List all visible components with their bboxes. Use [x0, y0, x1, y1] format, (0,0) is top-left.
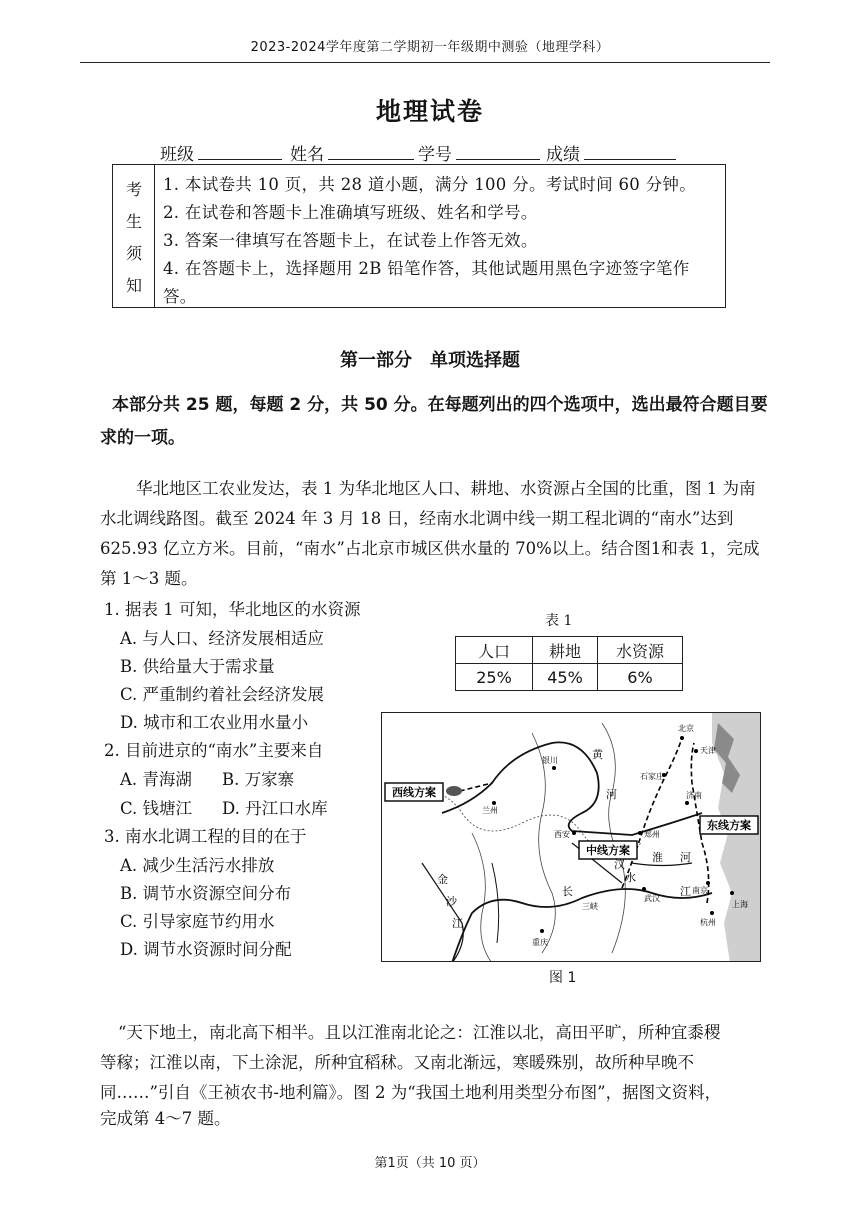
notice-side-char: 须: [125, 244, 142, 263]
question-option[interactable]: B. 万家寨: [222, 770, 295, 789]
city-label: 重庆: [532, 938, 548, 947]
yangtze-river: [452, 889, 712, 962]
river-char: 黄: [592, 748, 603, 761]
notice-side-label: [113, 165, 155, 307]
table-caption: 表 1: [545, 613, 573, 629]
passage-line: 华北地区工农业发达，表 1 为华北地区人口、耕地、水资源占全国的比重，图 1 为南: [136, 479, 756, 498]
city-dot: [638, 831, 642, 835]
name-label: 姓名: [290, 145, 324, 165]
notice-item: 1. 本试卷共 10 页，共 28 道小题，满分 100 分。考试时间 60 分钟。: [163, 175, 697, 194]
west-route-label: 西线方案: [392, 786, 436, 799]
id-label: 学号: [418, 145, 452, 165]
question-option[interactable]: B. 调节水资源空间分布: [120, 884, 292, 903]
city-label: 三峡: [582, 902, 598, 911]
exam-header-title: 2023-2024学年度第二学期初一年级期中测验（地理学科）: [250, 40, 610, 55]
question-option[interactable]: D. 调节水资源时间分配: [120, 940, 292, 959]
passage-line: 同……”引自《王祯农书-地利篇》。图 2 为“我国土地利用类型分布图”，据图文资料，: [100, 1083, 722, 1102]
notice-side-char: 生: [125, 212, 142, 231]
score-label: 成绩: [546, 145, 580, 165]
city-label: 银川: [542, 756, 558, 765]
city-label: 兰州: [482, 806, 498, 815]
notice-item: 2. 在试卷和答题卡上准确填写班级、姓名和学号。: [163, 203, 538, 222]
lake-shape: [446, 786, 462, 796]
section-title: 第一部分 单项选择题: [340, 350, 520, 371]
city-dot: [694, 749, 698, 753]
passage-line: 第 1～3 题。: [100, 569, 198, 588]
question-stem: 1. 据表 1 可知，华北地区的水资源: [104, 600, 361, 619]
city-label: 郑州: [644, 830, 660, 839]
east-route-label: 东线方案: [707, 819, 751, 832]
question-option[interactable]: C. 钱塘江: [120, 799, 193, 818]
river-char: 江: [452, 917, 463, 930]
question-option[interactable]: B. 供给量大于需求量: [120, 657, 275, 676]
question-option[interactable]: D. 城市和工农业用水量小: [120, 713, 309, 732]
city-label: 南京: [692, 886, 708, 895]
table-row: [456, 637, 683, 664]
city-dot: [680, 736, 684, 740]
page-footer: 第1页（共 10 页）: [374, 1156, 486, 1171]
middle-route-label: 中线方案: [586, 844, 630, 857]
city-dot: [572, 831, 576, 835]
notice-item: 4. 在答题卡上，选择题用 2B 铅笔作答，其他试题用黑色字迹签字笔作: [163, 259, 690, 278]
section-intro-line: 本部分共 25 题，每题 2 分，共 50 分。在每题列出的四个选项中，选出最符合题目要: [112, 395, 768, 415]
exam-notice-box: [112, 164, 726, 308]
tributary-river: [492, 863, 499, 943]
river-char: 淮: [652, 851, 663, 864]
section-intro-line: 求的一项。: [100, 428, 185, 448]
table-row: [456, 664, 683, 691]
river-char: 金: [437, 873, 448, 886]
city-dot: [730, 891, 734, 895]
city-dot: [706, 881, 710, 885]
city-label: 石家庄: [640, 772, 664, 781]
river-char: 长: [562, 885, 573, 898]
notice-side-char: 考: [125, 180, 142, 199]
question-option[interactable]: C. 严重制约着社会经济发展: [120, 685, 325, 704]
question-option[interactable]: C. 引导家庭节约用水: [120, 912, 275, 931]
table-cell: 6%: [598, 664, 683, 691]
city-dot: [552, 766, 556, 770]
question-option[interactable]: A. 减少生活污水排放: [120, 856, 275, 875]
city-label: 武汉: [644, 894, 660, 903]
passage-line: 水北调线路图。截至 2024 年 3 月 18 日，经南水北调中线一期工程北调的“南水”达到: [100, 509, 734, 528]
class-label: 班级: [160, 145, 194, 165]
table-cell: 25%: [456, 664, 533, 691]
score-field[interactable]: [584, 159, 676, 160]
city-dot: [540, 929, 544, 933]
city-dot: [710, 911, 714, 915]
table-header-cell: 水资源: [598, 637, 683, 664]
passage-line: 等稼；江淮以南，下土涂泥，所种宜稻秫。又南北渐远，寒暖殊别，故所种早晚不: [100, 1053, 694, 1072]
city-label: 济南: [686, 791, 702, 800]
id-field[interactable]: [456, 159, 540, 160]
notice-item: 3. 答案一律填写在答题卡上，在试卷上作答无效。: [163, 231, 538, 250]
boundary-line: [602, 723, 625, 953]
notice-item: 答。: [163, 287, 197, 306]
question-option[interactable]: D. 丹江口水库: [222, 799, 328, 818]
city-label: 天津: [700, 746, 716, 755]
city-dot: [685, 801, 689, 805]
passage-line: 完成第 4～7 题。: [100, 1109, 231, 1128]
table-header-cell: 耕地: [533, 637, 598, 664]
city-label: 杭州: [700, 918, 716, 927]
student-info-row: [160, 140, 720, 164]
river-char: 河: [606, 788, 617, 801]
paper-title: 地理试卷: [375, 97, 484, 126]
notice-side-char: 知: [125, 276, 142, 295]
river-char: 江: [680, 885, 691, 898]
yellow-river: [442, 742, 702, 835]
table-1: [455, 636, 683, 691]
passage-line: “天下地土，南北高下相半。且以江淮南北论之：江淮以北，高田平旷，所种宜黍稷: [118, 1023, 721, 1042]
city-label: 北京: [678, 724, 694, 733]
river-char: 汉: [614, 858, 625, 871]
name-field[interactable]: [328, 159, 414, 160]
city-label: 上海: [732, 900, 748, 909]
river-char: 水: [625, 871, 636, 884]
figure-caption: 图 1: [549, 970, 577, 986]
city-dot: [642, 887, 646, 891]
question-stem: 2. 目前进京的“南水”主要来自: [104, 741, 324, 760]
river-char: 沙: [446, 895, 457, 908]
boundary-line: [472, 833, 492, 962]
city-dot: [492, 801, 496, 805]
header-divider: [80, 62, 770, 63]
class-field[interactable]: [198, 159, 282, 160]
south-north-water-transfer-map: [381, 712, 761, 962]
map-drawing: [382, 713, 761, 962]
city-label: 西安: [554, 830, 570, 839]
question-option[interactable]: A. 与人口、经济发展相适应: [120, 629, 324, 648]
river-char: 河: [680, 851, 691, 864]
question-option[interactable]: A. 青海湖: [120, 770, 192, 789]
question-stem: 3. 南水北调工程的目的在于: [104, 827, 307, 846]
table-header-cell: 人口: [456, 637, 533, 664]
passage-line: 625.93 亿立方米。目前，“南水”占北京市城区供水量的 70%以上。结合图1和表 1，完成: [100, 539, 760, 558]
table-cell: 45%: [533, 664, 598, 691]
boundary-line: [532, 733, 555, 953]
